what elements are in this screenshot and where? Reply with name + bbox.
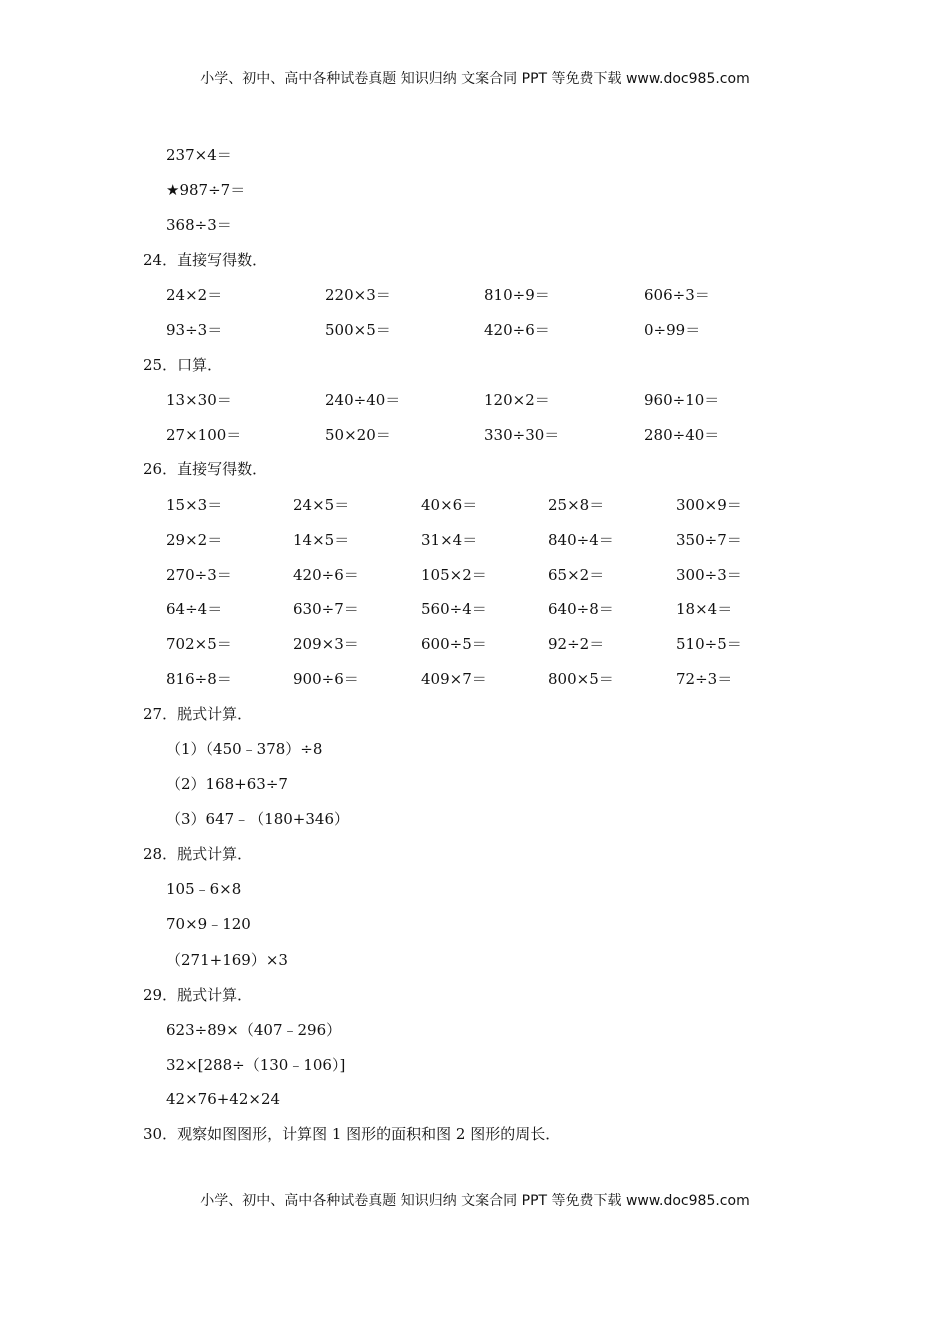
q25-cell: 960÷10＝ — [644, 391, 720, 409]
q23-item-3: 368÷3＝ — [166, 216, 232, 234]
q25-title: 25．口算． — [143, 356, 223, 374]
q24-cell: 500×5＝ — [325, 321, 391, 339]
q25-cell: 240÷40＝ — [325, 391, 401, 409]
q26-cell: 14×5＝ — [293, 531, 350, 549]
q29-item-3: 42×76+42×24 — [166, 1090, 281, 1108]
q26-cell: 420÷6＝ — [293, 566, 359, 584]
q26-cell: 350÷7＝ — [676, 531, 742, 549]
q27-item-1: （1）（450﹣378）÷8 — [166, 740, 323, 758]
q26-cell: 105×2＝ — [421, 566, 487, 584]
q26-cell: 816÷8＝ — [166, 670, 232, 688]
q26-cell: 25×8＝ — [548, 496, 605, 514]
q26-cell: 702×5＝ — [166, 635, 232, 653]
q26-cell: 64÷4＝ — [166, 600, 223, 618]
q26-cell: 900÷6＝ — [293, 670, 359, 688]
q26-cell: 209×3＝ — [293, 635, 359, 653]
q28-item-3: （271+169）×3 — [166, 951, 288, 969]
q24-cell: 606÷3＝ — [644, 286, 710, 304]
q26-cell: 800×5＝ — [548, 670, 614, 688]
q25-cell: 13×30＝ — [166, 391, 232, 409]
q30-title: 30．观察如图图形，计算图 1 图形的面积和图 2 图形的周长． — [143, 1125, 561, 1143]
q26-cell: 840÷4＝ — [548, 531, 614, 549]
q26-cell: 640÷8＝ — [548, 600, 614, 618]
q29-item-1: 623÷89×（407﹣296） — [166, 1021, 342, 1039]
q26-cell: 29×2＝ — [166, 531, 223, 549]
q26-cell: 72÷3＝ — [676, 670, 733, 688]
q24-title: 24．直接写得数． — [143, 251, 268, 269]
q26-cell: 510÷5＝ — [676, 635, 742, 653]
q28-title: 28．脱式计算． — [143, 845, 253, 863]
q24-cell: 0÷99＝ — [644, 321, 701, 339]
q28-item-1: 105﹣6×8 — [166, 880, 242, 898]
q26-cell: 15×3＝ — [166, 496, 223, 514]
q25-cell: 120×2＝ — [484, 391, 550, 409]
q25-cell: 50×20＝ — [325, 426, 391, 444]
q29-title: 29．脱式计算． — [143, 986, 253, 1004]
q25-cell: 280÷40＝ — [644, 426, 720, 444]
q26-cell: 270÷3＝ — [166, 566, 232, 584]
q27-item-3: （3）647﹣（180+346） — [166, 810, 350, 828]
q26-cell: 92÷2＝ — [548, 635, 605, 653]
q26-cell: 409×7＝ — [421, 670, 487, 688]
q27-item-2: （2）168+63÷7 — [166, 775, 288, 793]
q26-cell: 65×2＝ — [548, 566, 605, 584]
q24-cell: 93÷3＝ — [166, 321, 223, 339]
q26-cell: 560÷4＝ — [421, 600, 487, 618]
q23-item-2: ★987÷7＝ — [166, 181, 246, 199]
q26-cell: 300÷3＝ — [676, 566, 742, 584]
q24-cell: 420÷6＝ — [484, 321, 550, 339]
q24-cell: 24×2＝ — [166, 286, 223, 304]
q26-cell: 18×4＝ — [676, 600, 733, 618]
q24-cell: 220×3＝ — [325, 286, 391, 304]
q26-title: 26．直接写得数． — [143, 460, 268, 478]
q26-cell: 600÷5＝ — [421, 635, 487, 653]
q28-item-2: 70×9﹣120 — [166, 915, 251, 933]
q26-cell: 31×4＝ — [421, 531, 478, 549]
page-footer: 小学、初中、高中各种试卷真题 知识归纳 文案合同 PPT 等免费下载 www.doc985.com — [200, 1193, 750, 1209]
q25-cell: 330÷30＝ — [484, 426, 560, 444]
q27-title: 27．脱式计算． — [143, 705, 253, 723]
q24-cell: 810÷9＝ — [484, 286, 550, 304]
q29-item-2: 32×[288÷（130﹣106）] — [166, 1056, 346, 1074]
q26-cell: 40×6＝ — [421, 496, 478, 514]
q25-cell: 27×100＝ — [166, 426, 242, 444]
q26-cell: 630÷7＝ — [293, 600, 359, 618]
q26-cell: 24×5＝ — [293, 496, 350, 514]
q26-cell: 300×9＝ — [676, 496, 742, 514]
q23-item-1: 237×4＝ — [166, 146, 232, 164]
page-header: 小学、初中、高中各种试卷真题 知识归纳 文案合同 PPT 等免费下载 www.doc985.com — [200, 71, 750, 87]
